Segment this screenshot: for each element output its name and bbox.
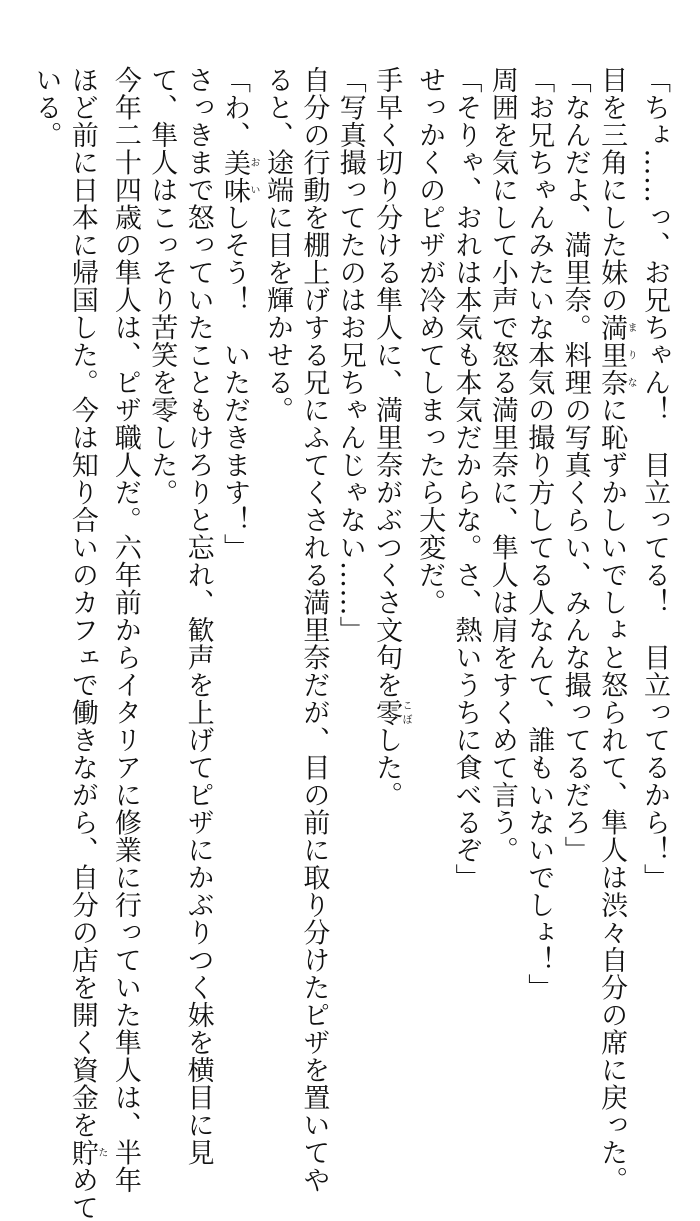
text-segment: いる。 (30, 66, 62, 149)
text-segment: 今年二十四歳の隼人は、ピザ職人だ。六年前からイタリアに修業に行っていた隼人は、半年 (109, 66, 141, 1194)
text-segment: に恥ずかしいでしょと怒られて、隼人は渋々自分の席に戻った。 (596, 396, 628, 1194)
vertical-text-body (27, 66, 672, 1221)
text-segment: さっきまで怒っていたこともけろりと忘れ、歓声を上げてピザにかぶりつく妹を横目に見 (182, 66, 214, 1166)
ruby-word (596, 313, 637, 397)
text-line (556, 66, 592, 966)
ruby-reading: こぼ (400, 698, 412, 726)
ruby-base: 零 (371, 698, 403, 726)
text-segment: 周囲を気にして小声で怒る満里奈に、隼人は肩をすくめて言う。 (486, 66, 518, 864)
text-line (636, 66, 672, 966)
text-segment: した。 (371, 726, 403, 809)
text-segment: 手早く切り分ける隼人に、満里奈がぶつくさ文句を (371, 66, 403, 699)
text-segment: ると、途端に目を輝かせる。 (261, 66, 293, 424)
text-line (411, 66, 447, 966)
text-segment: 自分の行動を棚上げする兄にふてくされる満里奈だが、目の前に取り分けたピザを置いてや (298, 66, 330, 1194)
ruby-word (219, 148, 260, 204)
text-line (295, 66, 331, 1194)
text-segment: 「なんだよ、満里奈。料理の写真くらい、みんな撮ってるだろ」 (559, 66, 591, 864)
text-line (520, 66, 556, 1001)
text-line (216, 66, 259, 966)
text-line (27, 66, 63, 966)
text-line (331, 66, 367, 966)
text-line (259, 66, 295, 966)
text-line (483, 66, 519, 966)
text-line (447, 66, 483, 966)
text-segment: 「ちょ……っ、お兄ちゃん！ 目立ってる！ 目立ってるから！」 (639, 66, 670, 891)
text-segment: しそう！ いただきます！」 (219, 203, 251, 561)
ruby-base: 貯 (66, 1138, 98, 1166)
text-segment: めて (66, 1166, 98, 1221)
text-segment: せっかくのピザが冷めてしまったら大変だ。 (414, 66, 446, 616)
ruby-base: 満里奈 (596, 313, 628, 396)
text-segment: 「お兄ちゃんみたいな本気の撮り方してる人なんて、誰もいないでしょ！」 (523, 66, 555, 1001)
text-segment: て、隼人はこっそり苦笑を零した。 (146, 66, 178, 506)
text-line (593, 66, 637, 1194)
text-line (143, 66, 179, 966)
text-line (64, 66, 107, 1221)
text-segment: 目を三角にした妹の (596, 66, 628, 314)
ruby-word (66, 1138, 107, 1167)
text-line (368, 66, 411, 966)
text-segment: 「そりゃ、おれは本気も本気だからな。さ、熱いうちに食べるぞ」 (450, 66, 482, 891)
ruby-reading: まりな (625, 313, 637, 396)
ruby-base: 美味 (219, 148, 251, 204)
text-segment: 「わ、 (219, 66, 251, 149)
ruby-reading: おい (248, 148, 260, 204)
text-segment: ほど前に日本に帰国した。今は知り合いのカフェで働きながら、自分の店を開く資金を (66, 66, 98, 1139)
text-line (106, 66, 142, 1194)
ruby-reading: た (95, 1138, 107, 1166)
text-line (179, 66, 215, 1166)
ruby-word (371, 698, 412, 727)
text-segment: 「写真撮ってたのはお兄ちゃんじゃない……」 (334, 66, 366, 644)
